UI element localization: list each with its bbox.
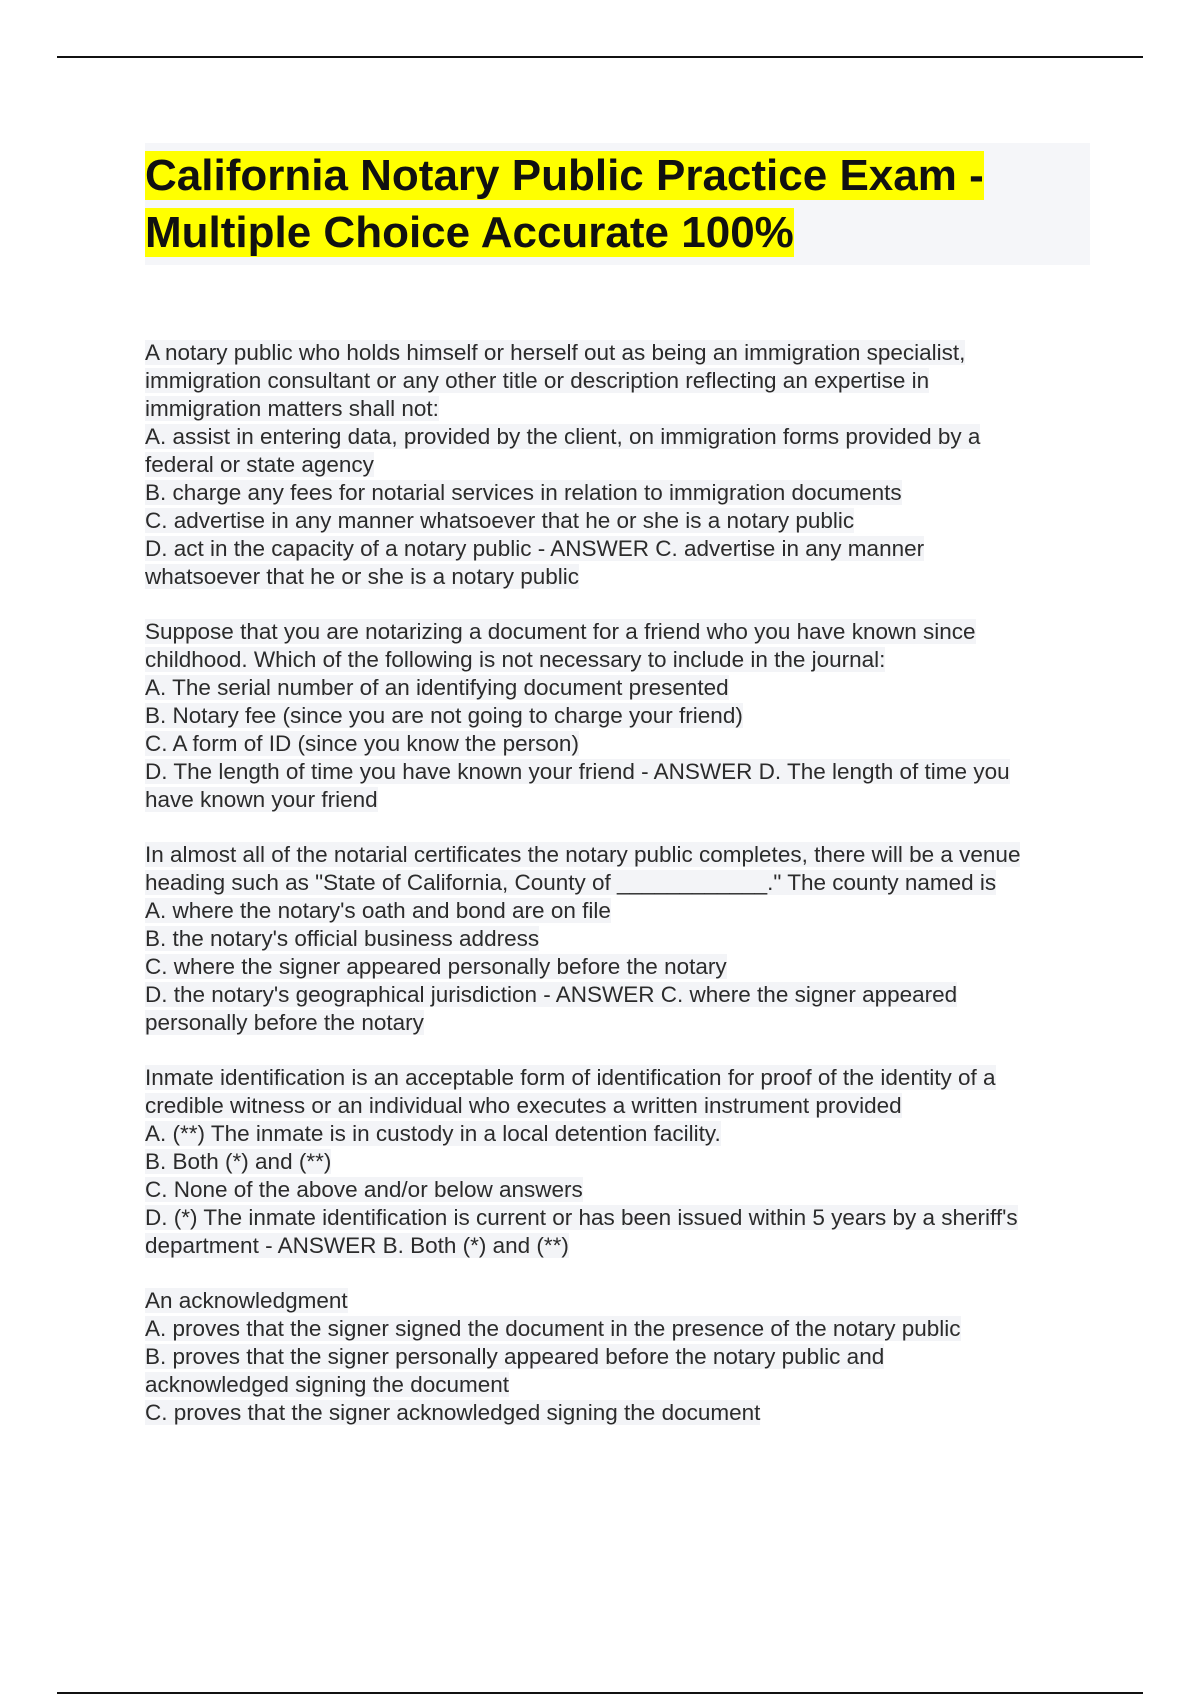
- answer-line: D. The length of time you have known your friend - ANSWER D. The length of time you: [145, 759, 1010, 784]
- answer-line: have known your friend: [145, 787, 378, 812]
- question-line: immigration matters shall not:: [145, 396, 439, 421]
- bottom-rule: [57, 1692, 1143, 1694]
- option-line: B. Notary fee (since you are not going to charge your friend): [145, 703, 743, 728]
- question-3: [145, 841, 1095, 1037]
- title-line-1: California Notary Public Practice Exam -: [145, 151, 984, 200]
- question-line: Inmate identification is an acceptable form of identification for proof of the identity of a: [145, 1065, 996, 1090]
- document-title: [145, 147, 1090, 261]
- questions-list: [145, 339, 1095, 1454]
- option-line: A. The serial number of an identifying document presented: [145, 675, 729, 700]
- top-rule: [57, 56, 1143, 58]
- question-5: [145, 1287, 1095, 1427]
- option-line: federal or state agency: [145, 452, 374, 477]
- question-line: heading such as "State of California, County of ____________." The county named is: [145, 870, 997, 895]
- option-line: acknowledged signing the document: [145, 1372, 509, 1397]
- option-line: C. advertise in any manner whatsoever that he or she is a notary public: [145, 508, 855, 533]
- question-4: [145, 1064, 1095, 1260]
- option-line: B. charge any fees for notarial services in relation to immigration documents: [145, 480, 902, 505]
- option-line: A. proves that the signer signed the document in the presence of the notary public: [145, 1316, 961, 1341]
- question-1: [145, 339, 1095, 591]
- option-line: C. proves that the signer acknowledged signing the document: [145, 1400, 761, 1425]
- question-line: An acknowledgment: [145, 1288, 348, 1313]
- answer-line: D. the notary's geographical jurisdiction - ANSWER C. where the signer appeared: [145, 982, 958, 1007]
- option-line: A. where the notary's oath and bond are on file: [145, 898, 611, 923]
- question-line: childhood. Which of the following is not necessary to include in the journal:: [145, 647, 886, 672]
- question-line: credible witness or an individual who executes a written instrument provided: [145, 1093, 902, 1118]
- option-line: A. (**) The inmate is in custody in a local detention facility.: [145, 1121, 721, 1146]
- question-2: [145, 618, 1095, 814]
- question-line: In almost all of the notarial certificates the notary public completes, there will be a venue: [145, 842, 1021, 867]
- option-line: B. the notary's official business address: [145, 926, 540, 951]
- question-line: A notary public who holds himself or herself out as being an immigration specialist,: [145, 340, 966, 365]
- option-line: A. assist in entering data, provided by the client, on immigration forms provided by a: [145, 424, 981, 449]
- option-line: C. where the signer appeared personally before the notary: [145, 954, 727, 979]
- question-line: immigration consultant or any other title or description reflecting an expertise in: [145, 368, 930, 393]
- option-line: B. Both (*) and (**): [145, 1149, 332, 1174]
- option-line: C. A form of ID (since you know the person): [145, 731, 579, 756]
- question-line: Suppose that you are notarizing a document for a friend who you have known since: [145, 619, 976, 644]
- option-line: C. None of the above and/or below answers: [145, 1177, 583, 1202]
- title-line-2: Multiple Choice Accurate 100%: [145, 208, 794, 257]
- answer-line: D. (*) The inmate identification is current or has been issued within 5 years by a sheriff's: [145, 1205, 1018, 1230]
- answer-line: whatsoever that he or she is a notary public: [145, 564, 579, 589]
- answer-line: department - ANSWER B. Both (*) and (**): [145, 1233, 569, 1258]
- option-line: B. proves that the signer personally appeared before the notary public and: [145, 1344, 885, 1369]
- answer-line: D. act in the capacity of a notary public - ANSWER C. advertise in any manner: [145, 536, 925, 561]
- answer-line: personally before the notary: [145, 1010, 424, 1035]
- title-block: [145, 143, 1090, 265]
